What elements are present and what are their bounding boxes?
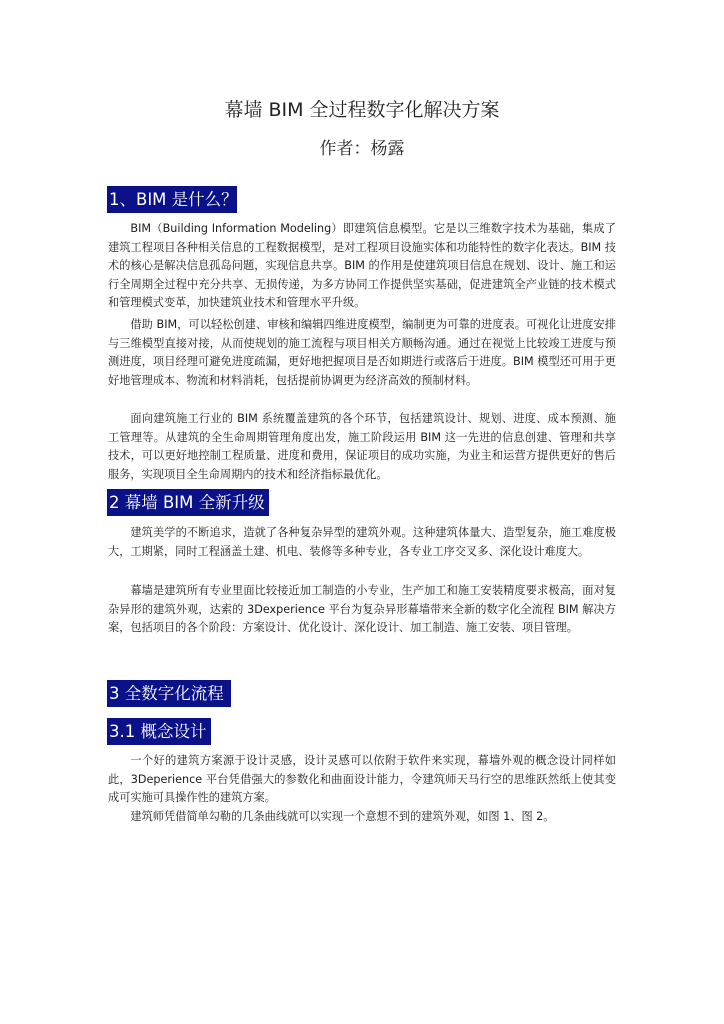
section-2-heading: 2 幕墙 BIM 全新升级 [107, 489, 269, 516]
section-1-paragraph-3: 面向建筑施工行业的 BIM 系统覆盖建筑的各个环节，包括建筑设计、规划、进度、成本预测、施工管理等。从建筑的全生命周期管理角度出发，施工阶段运用 BIM 这一先进的信息创建、管理和共享技术，可以更好地控制工程质量、进度和费用，保证项目的成功实施，为业主和运营方提供更好的售后服务，实现项目全生命周期内的技术和经济指标最优化。 [108, 412, 616, 481]
section-2-paragraph-1: 建筑美学的不断追求，造就了各种复杂异型的建筑外观。这种建筑体量大、造型复杂，施工难度极大，工期紧，同时工程涵盖土建、机电、装修等多种专业，各专业工序交叉多、深化设计难度大。 [108, 526, 616, 558]
document-author: 作者：杨露 [319, 139, 405, 159]
document-title: 幕墙 BIM 全过程数字化解决方案 [224, 99, 500, 121]
section-3-heading: 3 全数字化流程 [107, 680, 231, 707]
section-1-paragraph-2: 借助 BIM，可以轻松创建、审核和编辑四维进度模型，编制更为可靠的进度表。可视化让进度安排与三维模型直接对接，从而使规划的施工流程与项目相关方顺畅沟通。通过在视觉上比较竣工进度与预测进度，项目经理可避免进度疏漏，更好地把握项目是否如期进行或落后于进度。BIM 模型还可用于更好地管理成本、物流和材料消耗，包括提前协调更为经济高效的预制材料。 [108, 318, 616, 387]
section-3-1-heading: 3.1 概念设计 [107, 718, 211, 745]
section-1-heading: 1、BIM 是什么？ [107, 186, 237, 213]
section-3-1-paragraph-2: 建筑师凭借简单勾勒的几条曲线就可以实现一个意想不到的建筑外观，如图 1、图 2。 [130, 810, 555, 823]
section-3-1-paragraph-1: 一个好的建筑方案源于设计灵感，设计灵感可以依附于软件来实现，幕墙外观的概念设计同样如此，3Deperience 平台凭借强大的参数化和曲面设计能力，令建筑师天马行空的思维跃然纸上使其变成可实施可具操作性的建筑方案。 [108, 754, 616, 805]
section-2-paragraph-2: 幕墙是建筑所有专业里面比较接近加工制造的小专业，生产加工和施工安装精度要求极高，面对复杂异形的建筑外观，达索的 3Dexperience 平台为复杂异形幕墙带来全新的数字化全流程 BIM 解决方案，包括项目的各个阶段：方案设计、优化设计、深化设计、加工制造、施工安装、项目管理。 [108, 584, 616, 635]
section-1-paragraph-1: BIM（Building Information Modeling）即建筑信息模型。它是以三维数字技术为基础，集成了建筑工程项目各种相关信息的工程数据模型，是对工程项目设施实体和功能特性的数字化表达。BIM 技术的核心是解决信息孤岛问题，实现信息共享。BIM 的作用是使建筑项目信息在规划、设计、施工和运行全周期全过程中充分共享、无损传递，为多方协同工作提供坚实基础，促进建筑全产业链的技术模式和管理模式变革，加快建筑业技术和管理水平升级。 [108, 222, 616, 310]
